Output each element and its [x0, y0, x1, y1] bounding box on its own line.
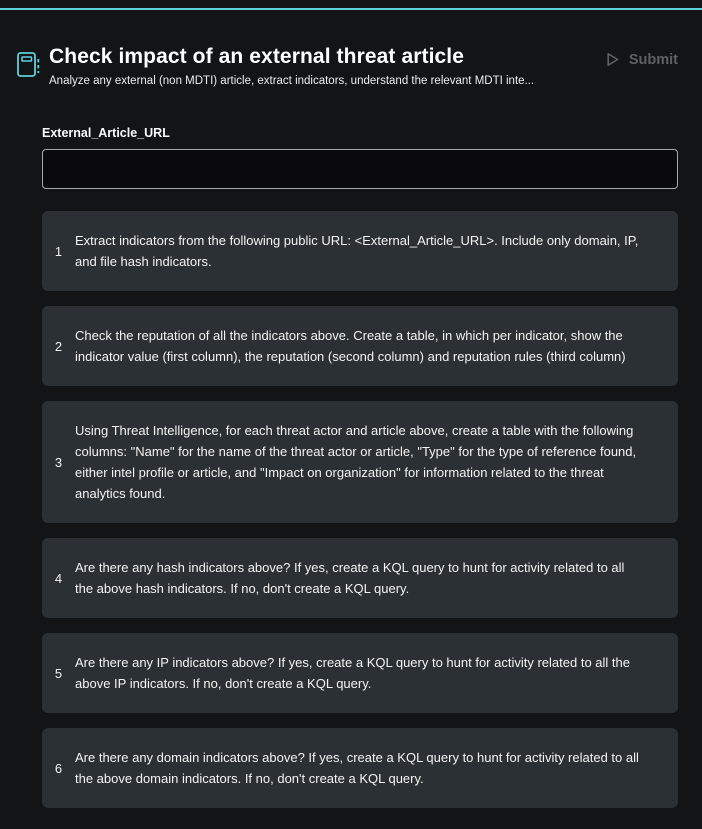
step-number: 3: [54, 454, 63, 470]
play-icon: [604, 51, 621, 68]
step-number: 5: [54, 665, 63, 681]
promptbook-icon: [16, 51, 40, 84]
page-title: Check impact of an external threat article: [49, 45, 465, 68]
step-prompt-text: Check the reputation of all the indicators above. Create a table, in which per indicator, show the indicator value (first column), the reputation (second column) and reputation rules (third column): [75, 328, 626, 364]
url-field-group: [42, 126, 678, 189]
prompt-step-card-4[interactable]: [42, 538, 678, 618]
prompt-step-card-1[interactable]: [42, 211, 678, 291]
header-titles: [49, 44, 604, 89]
prompt-step-card-6[interactable]: [42, 728, 678, 808]
promptbook-body: [0, 126, 702, 808]
submit-button[interactable]: [604, 51, 678, 68]
step-prompt-text: Are there any hash indicators above? If yes, create a KQL query to hunt for activity related to all the above hash indicators. If no, don't create a KQL query.: [75, 560, 625, 596]
step-number: 1: [54, 243, 63, 259]
submit-button-label: Submit: [628, 51, 678, 68]
page-subtitle: Analyze any external (non MDTI) article, extract indicators, understand the relevant MDTI inte...: [49, 75, 535, 87]
external-article-url-input[interactable]: [42, 149, 678, 189]
prompt-steps-list: [42, 211, 678, 808]
prompt-step-card-2[interactable]: [42, 306, 678, 386]
step-prompt-text: Using Threat Intelligence, for each threat actor and article above, create a table with the following columns: "Name" for the name of the threat actor or article, "Type" for the type of reference found, either intel profile or article, and "Impact on organization" for information related to the threat analytics found.: [75, 423, 637, 501]
prompt-step-card-3[interactable]: [42, 401, 678, 523]
step-prompt-text: Extract indicators from the following public URL: <External_Article_URL>. Include only domain, IP, and file hash indicators.: [75, 233, 639, 269]
url-field-label: External_Article_URL: [42, 126, 170, 140]
step-number: 2: [54, 338, 63, 354]
step-number: 6: [54, 760, 63, 776]
step-prompt-text: Are there any domain indicators above? If yes, create a KQL query to hunt for activity related to all the above domain indicators. If no, don't create a KQL query.: [75, 750, 639, 786]
promptbook-header: [0, 10, 702, 89]
step-number: 4: [54, 570, 63, 586]
step-prompt-text: Are there any IP indicators above? If yes, create a KQL query to hunt for activity related to all the above IP indicators. If no, don't create a KQL query.: [75, 655, 630, 691]
prompt-step-card-5[interactable]: [42, 633, 678, 713]
